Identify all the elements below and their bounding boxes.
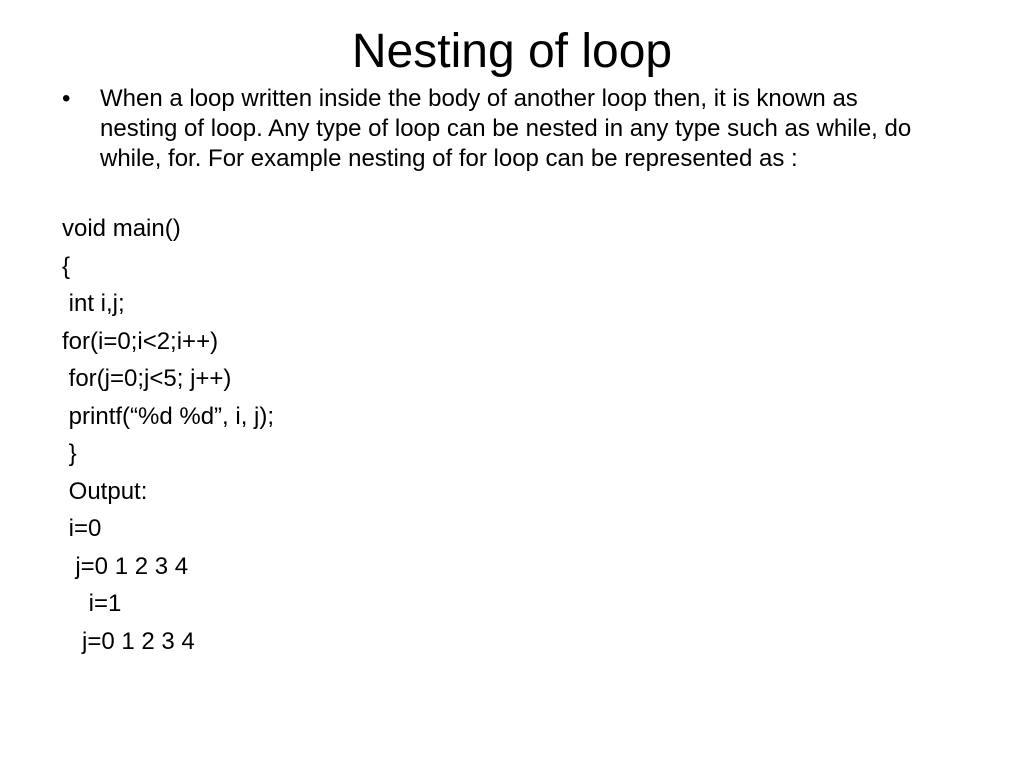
code-line: for(j=0;j<5; j++) bbox=[62, 365, 232, 392]
bullet-text: When a loop written inside the body of another loop then, it is known as nesting of loop. Any type of loop can be nested in any type such as while, do while, for. For example nesting of for loop can be represented as : bbox=[100, 85, 912, 172]
code-line: int i,j; bbox=[62, 290, 125, 317]
code-example bbox=[62, 210, 662, 660]
output-line: i=0 bbox=[62, 515, 102, 542]
output-line: i=1 bbox=[62, 590, 122, 617]
slide-title: Nesting of loop bbox=[351, 25, 673, 78]
bullet-list bbox=[62, 84, 962, 174]
bullet-dot-icon: • bbox=[62, 85, 71, 112]
code-line: { bbox=[62, 252, 71, 280]
output-line: j=0 1 2 3 4 bbox=[62, 627, 195, 655]
code-line: } bbox=[62, 440, 77, 467]
bullet-item bbox=[62, 84, 962, 174]
output-label: Output: bbox=[62, 477, 148, 505]
code-line: printf(“%d %d”, i, j); bbox=[62, 402, 275, 430]
code-line: for(i=0;i<2;i++) bbox=[62, 327, 219, 355]
code-line: void main() bbox=[62, 215, 181, 242]
output-line: j=0 1 2 3 4 bbox=[62, 552, 189, 580]
